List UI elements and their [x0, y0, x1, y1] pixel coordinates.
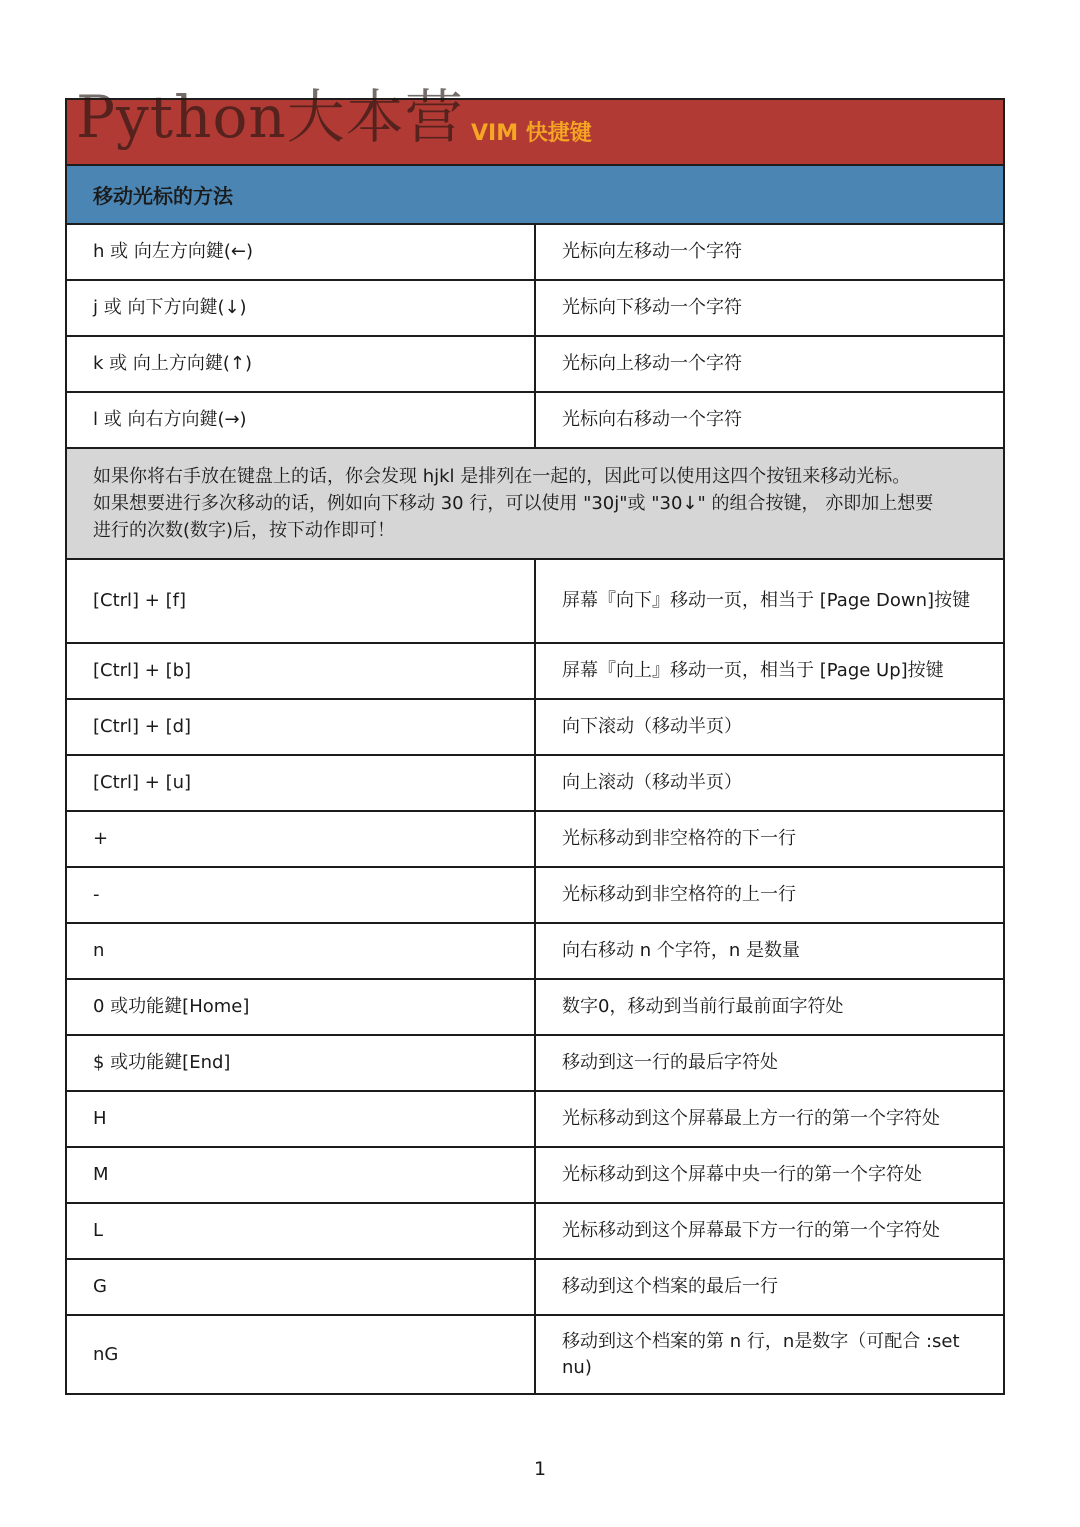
table-row: [67, 980, 1003, 1036]
table-row: [67, 281, 1003, 337]
page-number: 1: [533, 1458, 547, 1480]
shortcut-description: 屏幕『向上』移动一页，相当于 [Page Up]按键: [562, 660, 944, 681]
shortcut-description: 光标向左移动一个字符: [562, 241, 742, 262]
table-row: [67, 644, 1003, 700]
shortcut-key: 0 或功能鍵[Home]: [67, 980, 536, 1034]
shortcut-description: 移动到这个档案的第 n 行，n是数字（可配合 :set nu): [562, 1330, 960, 1378]
shortcut-key: l 或 向右方向鍵(→): [67, 393, 536, 447]
shortcut-description: 屏幕『向下』移动一页，相当于 [Page Down]按键: [562, 590, 971, 611]
note-line: 如果你将右手放在键盘上的话，你会发现 hjkl 是排列在一起的，因此可以使用这四个按钮来移动光标。: [93, 466, 911, 487]
shortcut-key: $ 或功能鍵[End]: [67, 1036, 536, 1090]
table-row: [67, 1204, 1003, 1260]
table-row: [67, 868, 1003, 924]
shortcut-key: n: [67, 924, 536, 978]
shortcut-description: 光标移动到这个屏幕中央一行的第一个字符处: [562, 1164, 922, 1185]
table-row: [67, 924, 1003, 980]
note-line: 如果想要进行多次移动的话，例如向下移动 30 行，可以使用 "30j"或 "30↓" 的组合按键， 亦即加上想要: [93, 493, 934, 514]
shortcut-description: 向上滚动（移动半页）: [562, 772, 742, 793]
shortcut-key: nG: [67, 1316, 536, 1393]
shortcut-description: 光标向下移动一个字符: [562, 297, 742, 318]
shortcut-description: 光标向右移动一个字符: [562, 409, 742, 430]
table-row: [67, 560, 1003, 644]
shortcut-key: [Ctrl] + [f]: [67, 560, 536, 642]
shortcut-description: 光标移动到这个屏幕最上方一行的第一个字符处: [562, 1108, 940, 1129]
shortcut-key: H: [67, 1092, 536, 1146]
shortcut-key: k 或 向上方向鍵(↑): [67, 337, 536, 391]
watermark-logo: Python大本营: [76, 83, 464, 151]
table-row: [67, 1092, 1003, 1148]
table-row: [67, 393, 1003, 449]
table-row: [67, 812, 1003, 868]
table-row: [67, 225, 1003, 281]
shortcut-description: 移动到这一行的最后字符处: [562, 1052, 778, 1073]
shortcut-description: 数字0，移动到当前行最前面字符处: [562, 996, 844, 1017]
usage-note: [67, 449, 1003, 560]
title-bar: [67, 100, 1003, 166]
note-line: 进行的次数(数字)后，按下动作即可！: [93, 520, 396, 541]
shortcut-key: L: [67, 1204, 536, 1258]
shortcut-key: M: [67, 1148, 536, 1202]
document-title: VIM 快捷键: [471, 121, 592, 146]
shortcut-key: +: [67, 812, 536, 866]
shortcut-key: [Ctrl] + [u]: [67, 756, 536, 810]
shortcut-key: [Ctrl] + [b]: [67, 644, 536, 698]
shortcut-key: -: [67, 868, 536, 922]
table-row: [67, 1260, 1003, 1316]
shortcut-description: 向下滚动（移动半页）: [562, 716, 742, 737]
shortcut-table: [65, 98, 1005, 1395]
shortcut-description: 光标移动到非空格符的上一行: [562, 884, 796, 905]
shortcut-description: 移动到这个档案的最后一行: [562, 1276, 778, 1297]
shortcut-description: 光标移动到非空格符的下一行: [562, 828, 796, 849]
table-row: [67, 1148, 1003, 1204]
table-row: [67, 1036, 1003, 1092]
shortcut-description: 向右移动 n 个字符，n 是数量: [562, 940, 800, 961]
table-row: [67, 700, 1003, 756]
table-row: [67, 337, 1003, 393]
shortcut-key: G: [67, 1260, 536, 1314]
shortcut-key: j 或 向下方向鍵(↓): [67, 281, 536, 335]
table-row: [67, 756, 1003, 812]
shortcut-key: h 或 向左方向鍵(←): [67, 225, 536, 279]
table-row: [67, 1316, 1003, 1393]
section-heading: 移动光标的方法: [67, 166, 1003, 225]
shortcut-description: 光标移动到这个屏幕最下方一行的第一个字符处: [562, 1220, 940, 1241]
shortcut-description: 光标向上移动一个字符: [562, 353, 742, 374]
shortcut-key: [Ctrl] + [d]: [67, 700, 536, 754]
